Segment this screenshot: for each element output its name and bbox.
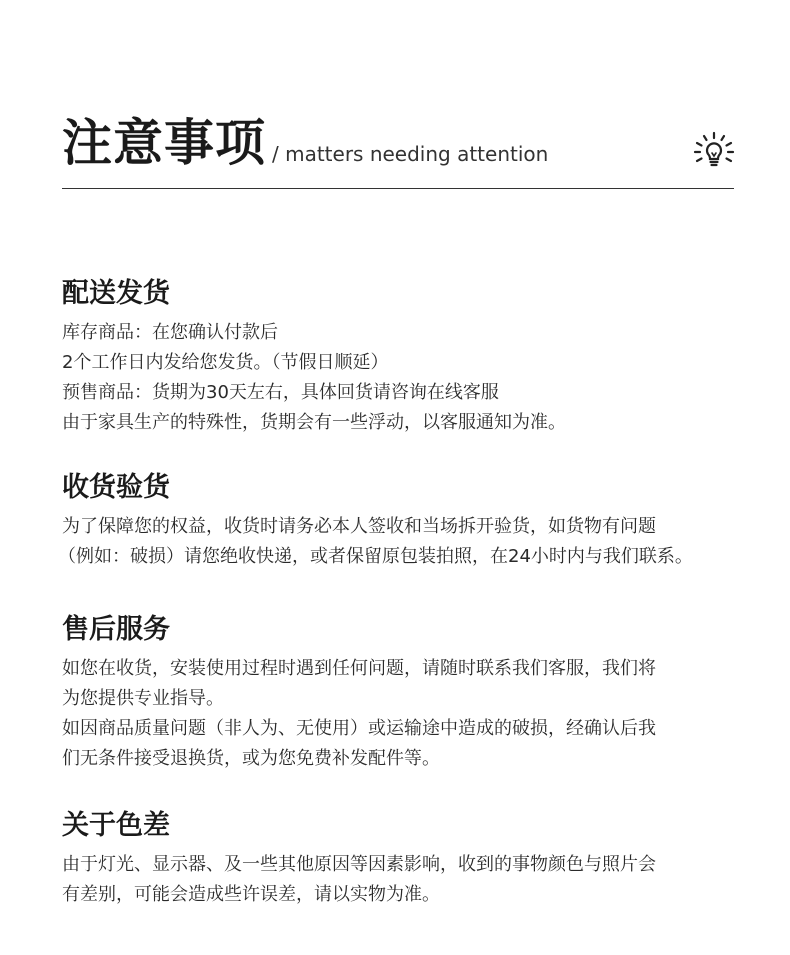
- section-color-difference: [62, 808, 752, 910]
- section-line: 如因商品质量问题（非人为、无使用）或运输途中造成的破损，经确认后我: [62, 718, 656, 739]
- page-header: [62, 112, 734, 190]
- section-line: 为您提供专业指导。: [62, 688, 224, 709]
- section-title: 关于色差: [62, 810, 170, 841]
- page-subtitle: / matters needing attention: [272, 142, 549, 166]
- section-line: 如您在收货，安装使用过程时遇到任何问题，请随时联系我们客服，我们将: [62, 658, 656, 679]
- section-line: 2个工作日内发给您发货。（节假日顺延）: [62, 352, 389, 373]
- section-line: 为了保障您的权益，收货时请务必本人签收和当场拆开验货，如货物有问题: [62, 516, 656, 537]
- section-title: 配送发货: [62, 278, 170, 309]
- section-title: 售后服务: [62, 614, 170, 645]
- section-inspection: [58, 470, 752, 572]
- page-title: 注意事项: [62, 114, 266, 172]
- section-line: 预售商品：货期为30天左右，具体回货请咨询在线客服: [62, 382, 499, 403]
- lightbulb-icon: [692, 130, 736, 174]
- section-line: 由于灯光、显示器、及一些其他原因等因素影响，收到的事物颜色与照片会: [62, 854, 656, 875]
- header-divider: [62, 188, 734, 189]
- section-line: 有差别，可能会造成些许误差，请以实物为准。: [62, 884, 440, 905]
- section-shipping: [62, 276, 752, 438]
- section-line: 由于家具生产的特殊性，货期会有一些浮动，以客服通知为准。: [62, 412, 566, 433]
- section-after-sales: [62, 612, 752, 774]
- section-line: 们无条件接受退换货，或为您免费补发配件等。: [62, 748, 440, 769]
- section-line: （例如：破损）请您绝收快递，或者保留原包装拍照，在24小时内与我们联系。: [58, 546, 693, 567]
- section-line: 库存商品：在您确认付款后: [62, 322, 278, 343]
- section-title: 收货验货: [62, 472, 170, 503]
